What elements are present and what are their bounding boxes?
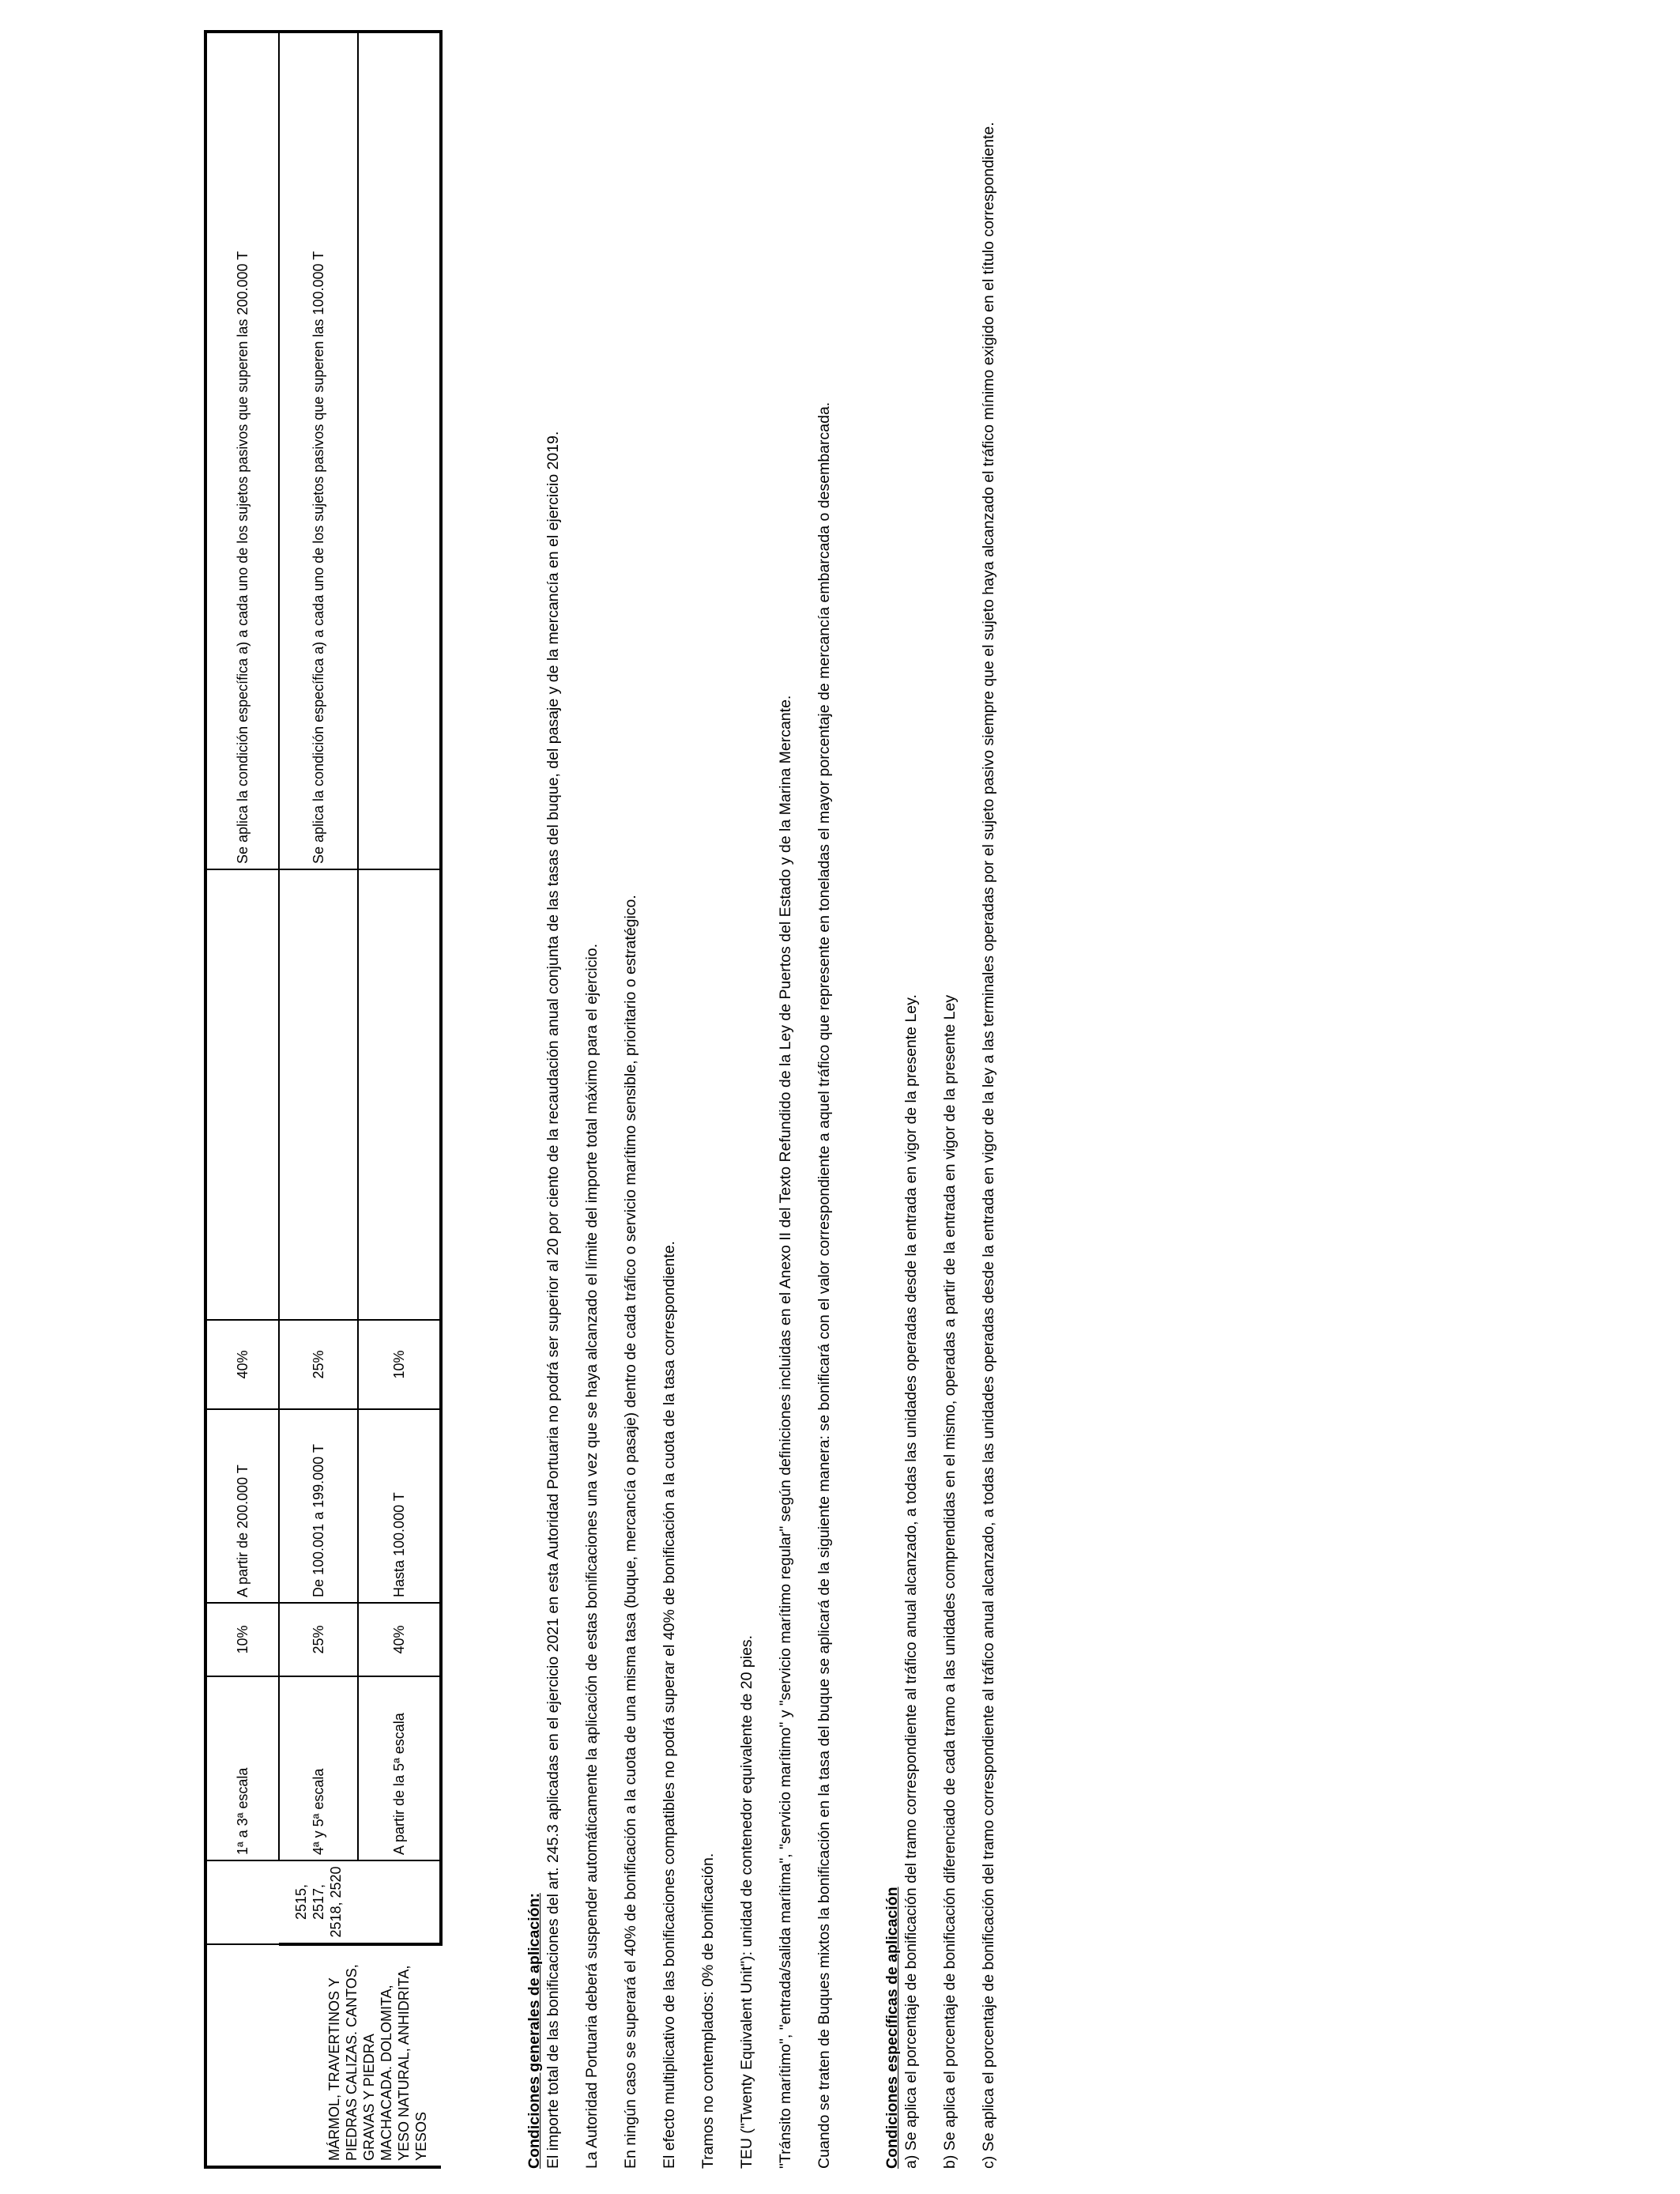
tramo-cell-3: [358, 1409, 441, 1603]
empty-cell-2: [279, 869, 358, 1320]
scale-label-3: A partir de la 5ª escala: [391, 1713, 407, 1855]
scale-pct-3: 40%: [391, 1625, 407, 1654]
general-conditions-heading: Condiciones generales de aplicación:: [525, 1893, 543, 2169]
tramo-label-1: A partir de 200.000 T: [235, 1465, 250, 1597]
conditions-section: [525, 35, 998, 2169]
scale-pct-cell-2: [279, 1603, 358, 1676]
codes-cell-bottom: [358, 1860, 441, 1944]
general-condition-3: En ningún caso se superará el 40% de bonificación a la cuota de una misma tasa (buque, mercancía o pasaje) dentro de cada tráfico o servicio marítimo sensible, prioritario o estratégico.: [622, 895, 639, 2169]
tramo-pct-cell-3: [358, 1320, 441, 1409]
tramo-cell-1: [205, 1409, 279, 1603]
specific-condition-a: a) Se aplica el porcentaje de bonificación del tramo correspondiente al tráfico anual alcanzado, a todas las unidades operadas desde la entrada en vigor de la presente Ley.: [902, 994, 920, 2169]
specific-condition-c: c) Se aplica el porcentaje de bonificación del tramo correspondiente al tráfico anual alcanzado, a todas las unidades operadas desde la entrada en vigor de la ley a las terminales operadas por el sujeto pasivo siempre que el sujeto haya alcanzado el tráfico mínimo exigido en el título correspondiente.: [980, 122, 997, 2169]
general-condition-1: El importe total de las bonificaciones del art. 245.3 aplicadas en el ejercicio 2021 en esta Autoridad Portuaria no podrá ser superior al 20 por ciento de la recaudación anual conjunta de las tasas del buque, del pasaje y de la mercancía en el ejercicio 2019.: [544, 431, 562, 2169]
tramo-pct-3: 10%: [391, 1350, 407, 1379]
codes-cell-top: [205, 1860, 279, 1944]
codes-cell: [279, 1860, 358, 1944]
scale-cell-3: [358, 1676, 441, 1860]
scale-cell-2: [279, 1676, 358, 1860]
scale-label-1: 1ª a 3ª escala: [235, 1767, 250, 1855]
empty-cell-3: [358, 869, 441, 1320]
tramo-pct-2: 25%: [311, 1350, 326, 1379]
condition-cell-1: [205, 32, 279, 869]
general-condition-6: TEU ("Twenty Equivalent Unit"): unidad de contenedor equivalente de 20 pies.: [738, 1634, 755, 2169]
general-condition-4: El efecto multiplicativo de las bonificaciones compatibles no podrá superar el 40% de bonificación a la cuota de la tasa correspondiente.: [661, 1241, 678, 2169]
empty-cell-1: [205, 869, 279, 1320]
general-condition-8: Cuando se traten de Buques mixtos la bonificación en la tasa del buque se aplicará de la siguiente manera: se bonificará con el valor correspondiente a aquel tráfico que represente en toneladas el mayor porcentaje de mercancía embarcada o desembarcada.: [816, 401, 833, 2169]
general-condition-2: La Autoridad Portuaria deberá suspender automáticamente la aplicación de estas bonificaciones una vez que se haya alcanzado el límite del importe total máximo para el ejercicio.: [583, 943, 601, 2169]
specific-condition-b: b) Se aplica el porcentaje de bonificación diferenciado de cada tramo a las unidades comprendidas en el mismo, operadas a partir de la entrada en vigor de la presente Ley: [941, 994, 959, 2169]
tramo-label-2: De 100.001 a 199.000 T: [311, 1444, 326, 1597]
scale-pct-2: 25%: [311, 1625, 326, 1654]
scale-pct-cell-3: [358, 1603, 441, 1676]
condition-text-2: Se aplica la condición específica a) a cada uno de los sujetos pasivos que superen las 100.000 T: [311, 251, 326, 864]
codes-label: 2515, 2517, 2518, 2520: [293, 1866, 344, 1938]
tramo-pct-cell-1: [205, 1320, 279, 1409]
cargo-group-label: MÁRMOL, TRAVERTINOS Y PIEDRAS CALIZAS. CANTOS, GRAVAS Y PIEDRA MACHACADA. DOLOMITA, YESO NATURAL, ANHIDRITA, YESOS: [326, 1964, 429, 2161]
general-condition-7: "Tránsito marítimo", "entrada/salida marítima", "servicio marítimo" y "servicio marítimo regular" según definiciones incluidas en el Anexo II del Texto Refundido de la Ley de Puertos del Estado y de la Marina Mercante.: [777, 695, 794, 2169]
condition-cell-2: [279, 32, 358, 869]
tramo-cell-2: [279, 1409, 358, 1603]
condition-cell-3: [358, 32, 441, 869]
scale-pct-cell-1: [205, 1603, 279, 1676]
bonus-table: [204, 30, 443, 2169]
scale-label-2: 4ª y 5ª escala: [311, 1768, 326, 1855]
specific-conditions-heading: Condiciones específicas de aplicación: [883, 1887, 901, 2169]
cargo-group-cell: [205, 1944, 441, 2167]
scale-cell-1: [205, 1676, 279, 1860]
tramo-label-3: Hasta 100.000 T: [391, 1492, 407, 1597]
condition-text-1: Se aplica la condición específica a) a cada uno de los sujetos pasivos que superen las 200.000 T: [235, 251, 250, 864]
general-condition-5: Tramos no contemplados: 0% de bonificación.: [699, 1853, 717, 2169]
scale-pct-1: 10%: [235, 1625, 250, 1654]
tramo-pct-1: 40%: [235, 1350, 250, 1379]
tramo-pct-cell-2: [279, 1320, 358, 1409]
